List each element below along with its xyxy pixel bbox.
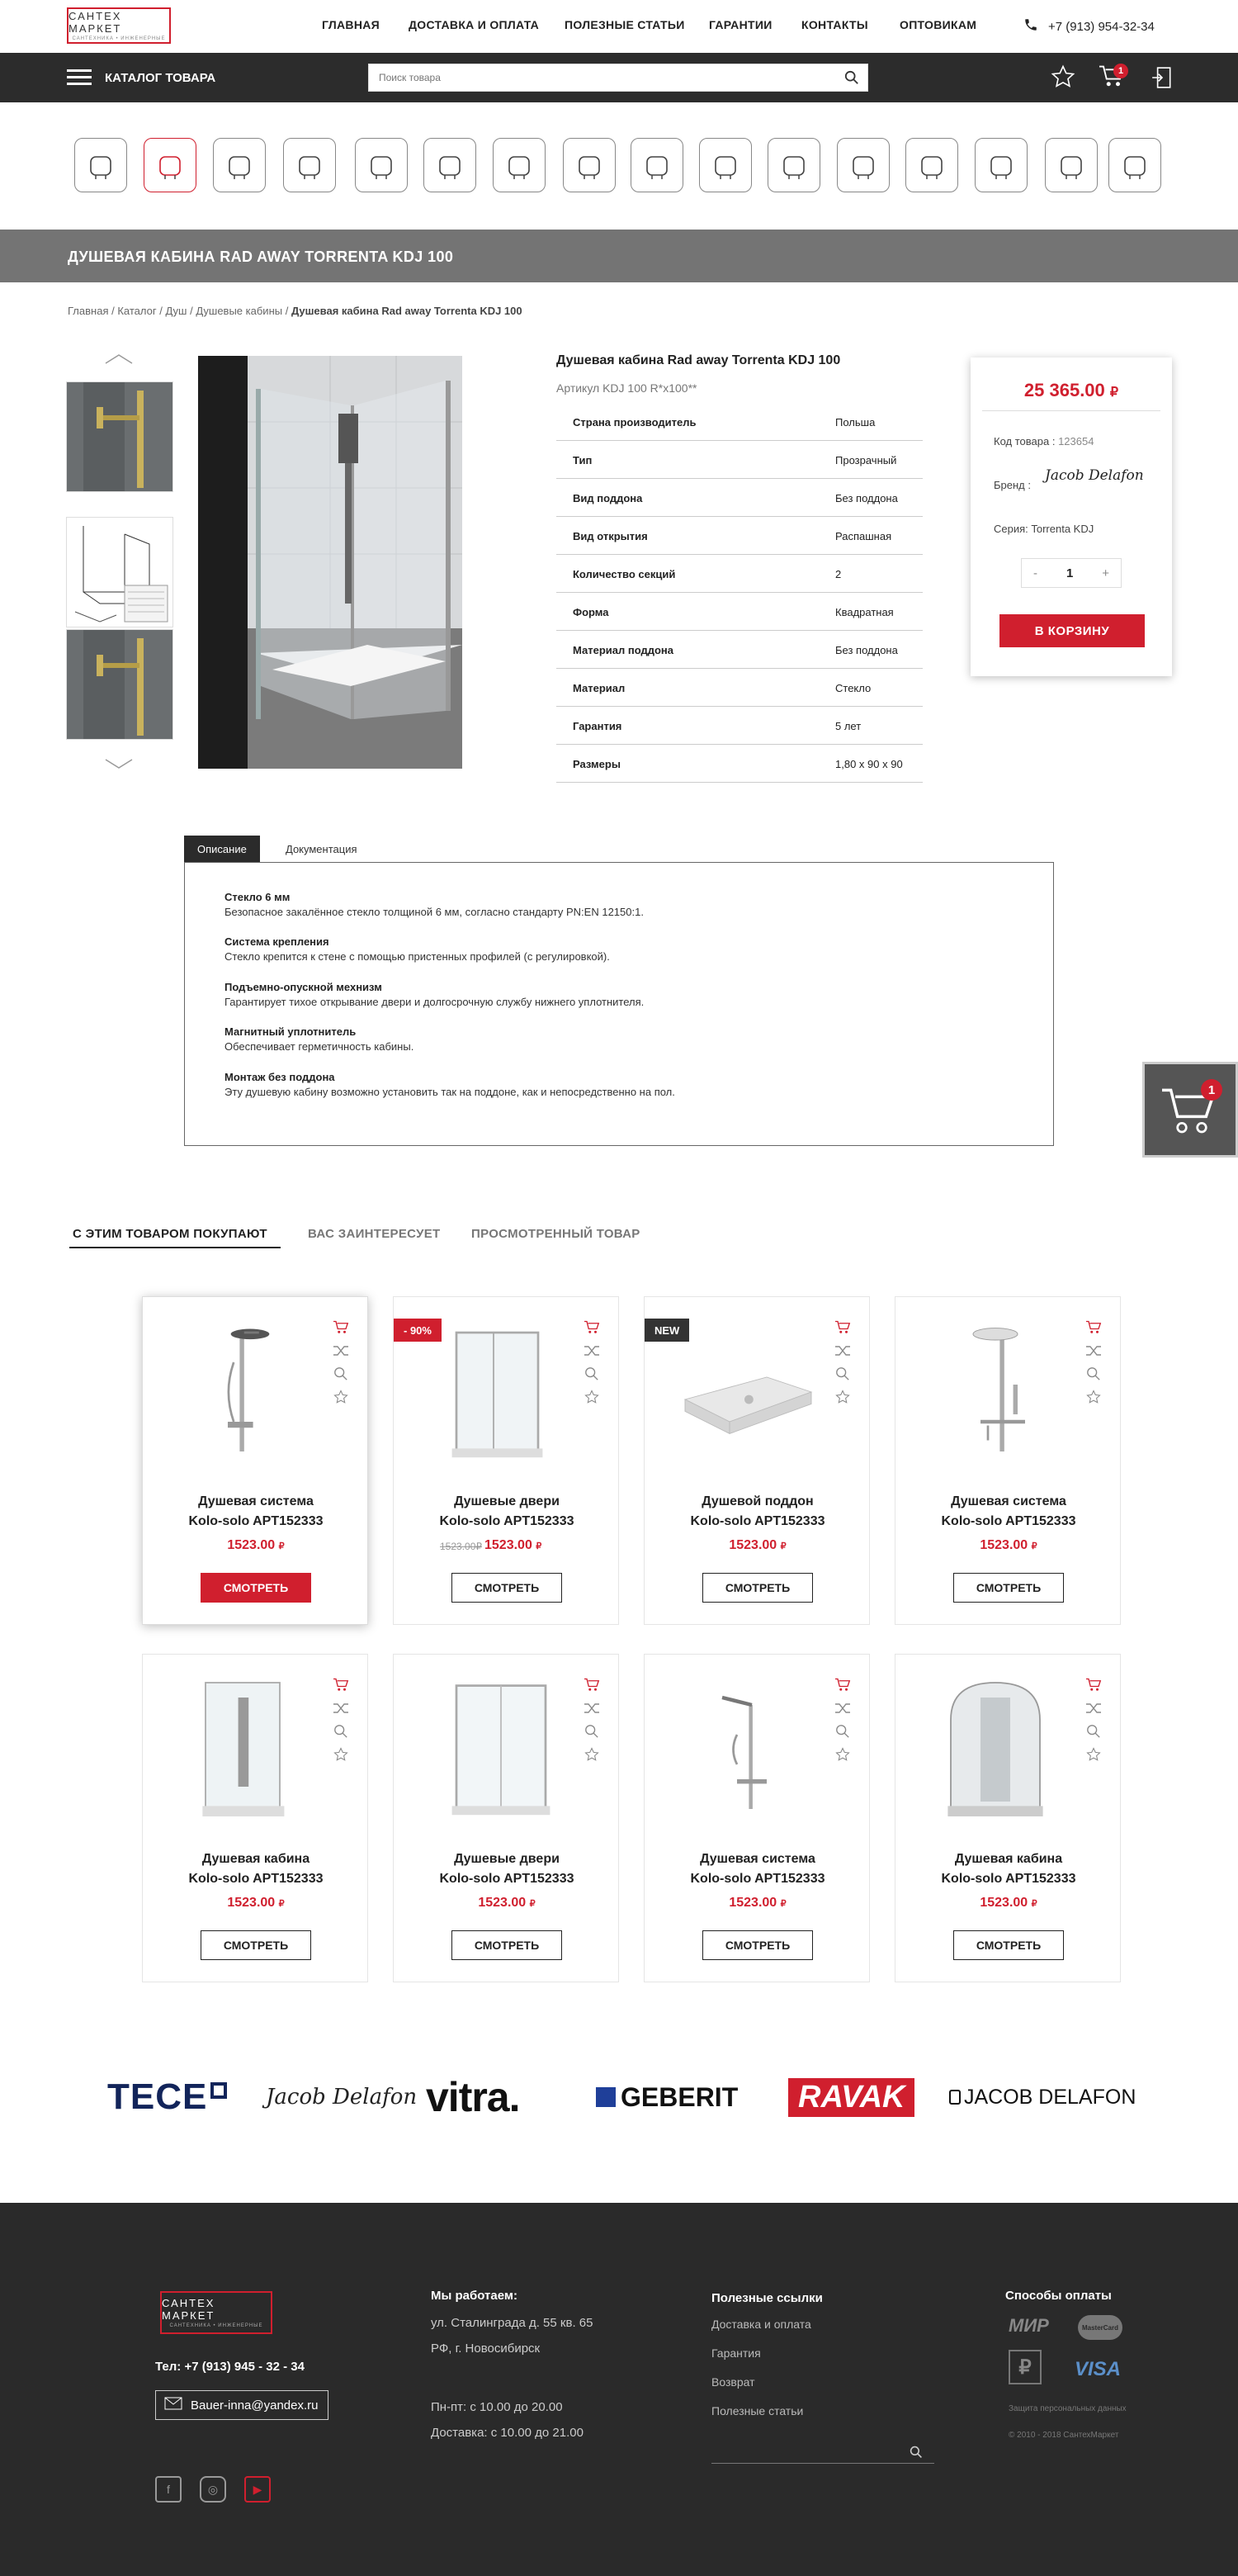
zoom-icon[interactable]	[1085, 1366, 1103, 1390]
spec-row	[556, 669, 923, 707]
footer	[0, 2203, 1238, 2576]
brand-logo-tece[interactable]: TECE	[107, 2072, 227, 2122]
quantity-stepper	[1021, 558, 1122, 588]
breadcrumb-item[interactable]: Душевые кабины	[196, 305, 283, 317]
favorite-star-icon[interactable]	[333, 1747, 351, 1770]
zoom-icon[interactable]	[584, 1366, 602, 1390]
gallery-thumb[interactable]	[66, 381, 173, 492]
footer-phone[interactable]: Тел: +7 (913) 945 - 32 - 34	[155, 2360, 305, 2374]
spec-key: Материал поддона	[573, 644, 673, 656]
favorite-star-icon[interactable]	[333, 1390, 351, 1413]
logo-subtitle: САНТЕХНИКА • ИНЖЕНЕРНЫЕ	[72, 36, 166, 41]
nav-guarantee[interactable]: ГАРАНТИИ	[709, 18, 773, 31]
zoom-icon[interactable]	[333, 1724, 351, 1747]
currency-sign: ₽	[1109, 386, 1119, 400]
breadcrumb: Главная / Каталог / Душ / Душевые кабины / Душевая кабина Rad away Torrenta KDJ 100	[68, 305, 522, 317]
favorite-star-icon[interactable]	[1085, 1747, 1103, 1770]
view-product-button[interactable]: СМОТРЕТЬ	[953, 1573, 1064, 1603]
footer-logo[interactable]: САНТЕХ МАРКЕТ САНТЕХНИКА • ИНЖЕНЕРНЫЕ	[160, 2291, 272, 2334]
breadcrumb-current: Душевая кабина Rad away Torrenta KDJ 100	[291, 305, 522, 317]
footer-city: РФ, г. Новосибирск	[431, 2342, 541, 2356]
spec-row	[556, 555, 923, 593]
product-image[interactable]	[678, 1671, 826, 1828]
cart-icon[interactable]	[834, 1320, 853, 1343]
gallery-thumb[interactable]	[66, 517, 173, 627]
product-image[interactable]	[678, 1314, 826, 1470]
brand-logo-vitra[interactable]: vitra.	[426, 2074, 520, 2120]
product-name[interactable]: Душевая система Kolo-solo APT152333	[941, 1494, 1076, 1528]
gallery-thumb[interactable]	[66, 629, 173, 740]
compare-icon[interactable]	[834, 1343, 853, 1366]
brand-logo-jacob-delafon[interactable]: JACOB DELAFON	[949, 2072, 1136, 2122]
product-price: 25 365.00 ₽	[1023, 380, 1119, 400]
product-name[interactable]: Душевая кабина Kolo-solo APT152333	[188, 1852, 324, 1886]
view-product-button[interactable]: СМОТРЕТЬ	[451, 1573, 562, 1603]
product-price: 1523.00 ₽	[484, 1538, 542, 1552]
faucet-icon[interactable]	[563, 138, 616, 192]
spec-value: 5 лет	[835, 720, 862, 732]
top-bar	[0, 0, 1238, 53]
product-price: 1523.00 ₽	[729, 1896, 787, 1910]
spec-row	[556, 707, 923, 745]
facebook-icon[interactable]: f	[155, 2476, 182, 2503]
shower-cabin-icon[interactable]	[493, 138, 546, 192]
zoom-icon[interactable]	[1085, 1724, 1103, 1747]
cart-icon[interactable]	[333, 1678, 351, 1701]
product-name[interactable]: Душевой поддон Kolo-solo APT152333	[690, 1494, 825, 1528]
product-image[interactable]	[928, 1314, 1077, 1470]
page-title: ДУШЕВАЯ КАБИНА RAD AWAY TORRENTA KDJ 100	[68, 249, 454, 265]
mastercard-pay-icon: MasterCard	[1078, 2315, 1122, 2340]
search-input[interactable]	[369, 64, 831, 91]
footer-address: ул. Сталинграда д. 55 кв. 65	[431, 2316, 593, 2330]
phone-icon	[1023, 17, 1038, 36]
footer-link[interactable]: Полезные статьи	[711, 2404, 804, 2417]
product-price: 1523.00 ₽	[227, 1896, 285, 1910]
card-actions	[834, 1320, 853, 1413]
card-actions	[1085, 1320, 1103, 1413]
product-price: 1523.00 ₽	[729, 1538, 787, 1552]
product-series: Серия: Torrenta KDJ	[994, 523, 1094, 535]
instagram-icon[interactable]: ◎	[200, 2476, 226, 2503]
search-box	[368, 64, 868, 92]
visa-pay-icon: VISA	[1075, 2358, 1122, 2380]
tab-description[interactable]: Описание	[184, 836, 260, 862]
radiator-icon[interactable]	[1045, 138, 1098, 192]
compare-icon[interactable]	[333, 1343, 351, 1366]
phone-number: +7 (913) 954-32-34	[1048, 19, 1155, 34]
toilet-icon[interactable]	[213, 138, 266, 192]
cart-icon[interactable]	[584, 1678, 602, 1701]
spec-value: 1,80 x 90 x 90	[835, 758, 903, 770]
favorite-star-icon[interactable]	[834, 1747, 853, 1770]
favorite-star-icon[interactable]	[1085, 1390, 1103, 1413]
compare-icon[interactable]	[584, 1343, 602, 1366]
product-card[interactable]	[895, 1654, 1121, 1982]
spec-value: Без поддона	[835, 644, 898, 656]
compare-icon[interactable]	[1085, 1701, 1103, 1724]
breadcrumb-item[interactable]: Главная	[68, 305, 109, 317]
spec-value: Польша	[835, 416, 876, 429]
brand-logo-ravak[interactable]: RAVAK	[788, 2072, 914, 2122]
spec-row	[556, 403, 923, 441]
catalog-toolbar	[0, 53, 1238, 102]
spec-table	[556, 403, 923, 783]
copyright: © 2010 - 2018 СантехМаркет	[1009, 2431, 1119, 2440]
spec-row	[556, 745, 923, 783]
search-icon[interactable]	[844, 70, 859, 89]
product-badge: NEW	[645, 1319, 689, 1342]
favorite-star-icon[interactable]	[584, 1390, 602, 1413]
product-brand: Бренд : Jacob Delafon	[994, 479, 1031, 491]
basin-icon[interactable]	[423, 138, 476, 192]
spec-key: Вид открытия	[573, 530, 648, 542]
floating-cart-count: 1	[1201, 1079, 1222, 1101]
tab-viewed[interactable]: ПРОСМОТРЕННЫЙ ТОВАР	[471, 1227, 640, 1241]
product-name[interactable]: Душевая система Kolo-solo APT152333	[188, 1494, 324, 1528]
zoom-icon[interactable]	[584, 1724, 602, 1747]
privacy-link[interactable]: Защита персональных данных	[1009, 2404, 1127, 2413]
product-card[interactable]	[142, 1296, 368, 1625]
cart-icon[interactable]	[1085, 1320, 1103, 1343]
breadcrumb-item[interactable]: Душ	[165, 305, 187, 317]
spec-value: Без поддона	[835, 492, 898, 504]
nav-home[interactable]: ГЛАВНАЯ	[322, 18, 380, 31]
card-actions	[584, 1320, 602, 1413]
cart-icon[interactable]	[584, 1320, 602, 1343]
spec-key: Форма	[573, 606, 609, 618]
sink-icon[interactable]	[144, 138, 196, 192]
spec-row	[556, 631, 923, 669]
active-tab-underline	[69, 1247, 281, 1248]
bidet-icon[interactable]	[283, 138, 336, 192]
menu-icon[interactable]	[67, 69, 92, 86]
spec-value: Распашная	[835, 530, 892, 542]
product-image[interactable]	[427, 1671, 575, 1828]
spec-value: Стекло	[835, 682, 872, 694]
cabinet-icon[interactable]	[631, 138, 683, 192]
zoom-icon[interactable]	[333, 1366, 351, 1390]
nav-delivery[interactable]: ДОСТАВКА И ОПЛАТА	[409, 18, 540, 31]
brand-logo-jacob-delafon-script[interactable]: Jacob Delafon	[266, 2085, 418, 2110]
tab-may-interest[interactable]: ВАС ЗАИНТЕРЕСУЕТ	[308, 1227, 441, 1241]
title-band	[0, 230, 1238, 282]
catalog-button[interactable]: КАТАЛОГ ТОВАРА	[105, 71, 216, 85]
desc-heading: Магнитный уплотнитель	[224, 1025, 357, 1038]
product-image[interactable]	[176, 1671, 324, 1828]
ruble-pay-icon: ₽	[1009, 2350, 1042, 2384]
spec-key: Гарантия	[573, 720, 622, 732]
accessories-icon[interactable]	[768, 138, 820, 192]
water-heater-icon[interactable]	[975, 138, 1028, 192]
card-actions	[333, 1678, 351, 1770]
product-name[interactable]: Душевые двери Kolo-solo APT152333	[439, 1494, 574, 1528]
spec-value: 2	[835, 568, 842, 580]
qty-value[interactable]: 1	[1066, 566, 1074, 580]
old-price: 1523.00₽	[440, 1541, 483, 1552]
spec-key: Тип	[573, 454, 593, 466]
footer-link[interactable]: Доставка и оплата	[711, 2318, 811, 2331]
card-actions	[834, 1678, 853, 1770]
header-phone[interactable]	[1023, 17, 1155, 36]
footer-search[interactable]	[711, 2442, 934, 2464]
mail-icon	[164, 2397, 182, 2413]
urinal-icon[interactable]	[355, 138, 408, 192]
qty-minus-button[interactable]: -	[1033, 566, 1037, 580]
footer-link[interactable]: Возврат	[711, 2375, 755, 2389]
desc-text: Стекло крепится к стене с помощью пристенных профилей (с регулировкой).	[224, 950, 610, 963]
spec-key: Количество секций	[573, 568, 676, 580]
brand-logo[interactable]: Jacob Delafon	[1045, 467, 1144, 484]
desc-heading: Стекло 6 мм	[224, 891, 291, 903]
nav-wholesale[interactable]: ОПТОВИКАМ	[900, 18, 977, 31]
cart-icon[interactable]	[1085, 1678, 1103, 1701]
footer-link[interactable]: Гарантия	[711, 2346, 761, 2360]
spec-row	[556, 593, 923, 631]
spec-key: Размеры	[573, 758, 621, 770]
spec-row	[556, 517, 923, 555]
footer-email[interactable]: Bauer-inna@yandex.ru	[155, 2390, 328, 2420]
youtube-icon[interactable]: ▶	[244, 2476, 271, 2503]
product-card[interactable]	[393, 1296, 619, 1625]
compare-icon[interactable]	[834, 1701, 853, 1724]
nav-articles[interactable]: ПОЛЕЗНЫЕ СТАТЬИ	[565, 18, 685, 31]
product-image[interactable]	[928, 1671, 1077, 1828]
desc-heading: Подъемно-опускной мехнизм	[224, 981, 382, 993]
compare-icon[interactable]	[1085, 1343, 1103, 1366]
spec-key: Страна производитель	[573, 416, 697, 429]
gallery-up-arrow-icon[interactable]	[104, 353, 134, 369]
nav-contacts[interactable]: КОНТАКТЫ	[801, 18, 868, 31]
product-card[interactable]	[644, 1654, 870, 1982]
favorite-star-icon[interactable]	[584, 1747, 602, 1770]
logo-text: САНТЕХ МАРКЕТ	[69, 10, 122, 35]
logo[interactable]	[67, 7, 171, 44]
product-price: 1523.00 ₽	[980, 1896, 1037, 1910]
product-name[interactable]: Душевые двери Kolo-solo APT152333	[439, 1852, 574, 1886]
spec-value: Прозрачный	[835, 454, 897, 466]
description-panel	[184, 862, 1054, 1146]
add-to-cart-button[interactable]: В КОРЗИНУ	[999, 614, 1145, 647]
cart-count-badge: 1	[1113, 64, 1128, 78]
qty-plus-button[interactable]: +	[1102, 566, 1109, 580]
product-image[interactable]	[427, 1314, 575, 1470]
curtain-icon[interactable]	[1108, 138, 1161, 192]
card-actions	[584, 1678, 602, 1770]
product-badge: - 90%	[394, 1319, 442, 1342]
card-actions	[1085, 1678, 1103, 1770]
view-product-button[interactable]: СМОТРЕТЬ	[702, 1573, 813, 1603]
footer-hours: Пн-пт: с 10.00 до 20.00	[431, 2400, 563, 2414]
bathtub-icon[interactable]	[74, 138, 127, 192]
product-price: 1523.00 ₽	[980, 1538, 1037, 1552]
desc-text: Гарантирует тихое открывание двери и долгосрочную службу нижнего уплотнителя.	[224, 996, 645, 1008]
product-name[interactable]: Душевая система Kolo-solo APT152333	[690, 1852, 825, 1886]
zoom-icon[interactable]	[834, 1366, 853, 1390]
favorite-star-icon[interactable]	[834, 1390, 853, 1413]
spec-key: Вид поддона	[573, 492, 643, 504]
product-image[interactable]	[176, 1314, 324, 1470]
card-actions	[333, 1320, 351, 1413]
product-code: Код товара : 123654	[994, 435, 1094, 447]
product-price: 1523.00 ₽	[227, 1538, 285, 1552]
cart-icon[interactable]	[834, 1678, 853, 1701]
login-icon[interactable]	[1151, 66, 1173, 93]
product-price: 1523.00 ₽	[478, 1896, 536, 1910]
compare-icon[interactable]	[584, 1701, 602, 1724]
spec-key: Материал	[573, 682, 626, 694]
product-card[interactable]	[393, 1654, 619, 1982]
product-article: Артикул KDJ 100 R*x100**	[556, 381, 697, 395]
zoom-icon[interactable]	[834, 1724, 853, 1747]
desc-text: Обеспечивает герметичность кабины.	[224, 1040, 414, 1053]
product-card[interactable]	[644, 1296, 870, 1625]
tab-bought-together[interactable]: С ЭТИМ ТОВАРОМ ПОКУПАЮТ	[73, 1227, 267, 1241]
installation-icon[interactable]	[905, 138, 958, 192]
floating-cart-button[interactable]	[1142, 1062, 1238, 1158]
product-card[interactable]	[142, 1654, 368, 1982]
view-product-button[interactable]: СМОТРЕТЬ	[953, 1930, 1064, 1960]
mir-pay-icon: МИР	[1009, 2315, 1049, 2336]
view-product-button[interactable]: СМОТРЕТЬ	[201, 1573, 311, 1603]
footer-links-heading: Полезные ссылки	[711, 2291, 823, 2305]
breadcrumb-item[interactable]: Каталог	[117, 305, 157, 317]
desc-heading: Монтаж без поддона	[224, 1071, 335, 1083]
buy-box	[971, 358, 1172, 676]
brand-logo-geberit[interactable]: GEBERIT	[596, 2072, 738, 2122]
gallery-down-arrow-icon[interactable]	[104, 758, 134, 774]
desc-heading: Система крепления	[224, 935, 329, 948]
desc-text: Эту душевую кабину возможно установить так на поддоне, как и непосредственно на пол.	[224, 1086, 675, 1098]
footer-pay-heading: Способы оплаты	[1005, 2289, 1112, 2303]
spec-row	[556, 479, 923, 517]
tab-documentation[interactable]: Документация	[286, 842, 357, 855]
product-name[interactable]: Душевая кабина Kolo-solo APT152333	[941, 1852, 1076, 1886]
spec-row	[556, 441, 923, 479]
view-product-button[interactable]: СМОТРЕТЬ	[451, 1930, 562, 1960]
product-card[interactable]	[895, 1296, 1121, 1625]
view-product-button[interactable]: СМОТРЕТЬ	[201, 1930, 311, 1960]
vanity-icon[interactable]	[699, 138, 752, 192]
star-icon[interactable]	[1050, 64, 1076, 93]
view-product-button[interactable]: СМОТРЕТЬ	[702, 1930, 813, 1960]
compare-icon[interactable]	[333, 1701, 351, 1724]
cart-icon[interactable]	[333, 1320, 351, 1343]
spec-value: Квадратная	[835, 606, 894, 618]
footer-delivery-hours: Доставка: с 10.00 до 21.00	[431, 2426, 584, 2440]
product-name: Душевая кабина Rad away Torrenta KDJ 100	[556, 353, 841, 367]
desc-text: Безопасное закалённое стекло толщиной 6 мм, согласно стандарту PN:EN 12150:1.	[224, 906, 644, 918]
search-icon[interactable]	[910, 2446, 923, 2463]
towel-rail-icon[interactable]	[837, 138, 890, 192]
product-main-image[interactable]	[198, 356, 462, 769]
footer-work-heading: Мы работаем:	[431, 2289, 517, 2303]
